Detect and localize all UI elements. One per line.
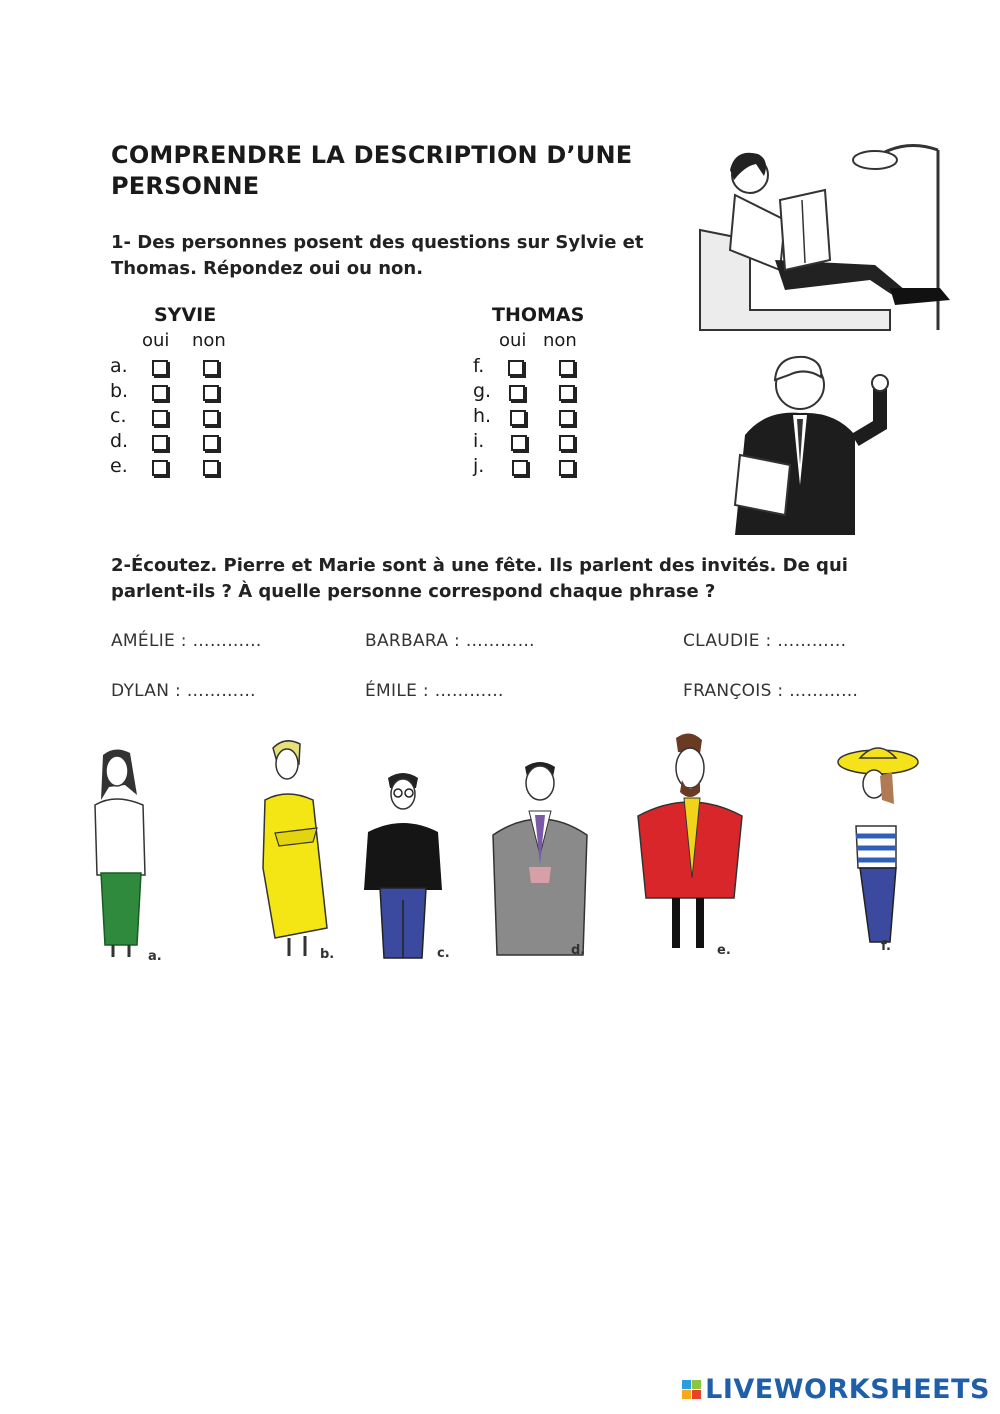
- figure-e-man-red-jacket: [630, 728, 750, 958]
- name-dylan: DYLAN :: [111, 681, 181, 701]
- thomas-row-label-i: i.: [473, 430, 485, 452]
- sylvie-no-label: non: [192, 330, 226, 351]
- name-claudie: CLAUDIE :: [683, 631, 772, 651]
- sylvie-reading-illustration: [690, 140, 970, 340]
- checkbox-i-non[interactable]: [559, 435, 575, 451]
- figure-label-e: e.: [717, 943, 731, 958]
- name-amelie: AMÉLIE :: [111, 631, 187, 651]
- checkbox-j-non[interactable]: [559, 460, 575, 476]
- checkbox-d-oui[interactable]: [152, 435, 168, 451]
- exercise-1-line-1: 1- Des personnes posent des questions sur Sylvie et: [111, 232, 644, 253]
- sylvie-yes-label: oui: [142, 330, 170, 351]
- checkbox-a-non[interactable]: [203, 360, 219, 376]
- checkbox-a-oui[interactable]: [152, 360, 168, 376]
- checkbox-i-oui[interactable]: [511, 435, 527, 451]
- sylvie-row-label-d: d.: [110, 430, 129, 452]
- title-line-1: COMPRENDRE LA DESCRIPTION D’UNE: [111, 141, 633, 169]
- figure-c-man-black-sweater: [358, 770, 448, 970]
- thomas-yes-label: oui: [499, 330, 527, 351]
- liveworksheets-logo-icon: [682, 1380, 701, 1399]
- blank-amelie[interactable]: …………: [192, 631, 262, 651]
- checkbox-b-oui[interactable]: [152, 385, 168, 401]
- thomas-row-label-g: g.: [473, 380, 492, 402]
- brand-name: LIVEWORKSHEETS: [705, 1374, 990, 1405]
- checkbox-c-non[interactable]: [203, 410, 219, 426]
- exercise-2-line-1: 2-Écoutez. Pierre et Marie sont à une fête. Ils parlent des invités. De qui: [111, 555, 848, 576]
- checkbox-j-oui[interactable]: [512, 460, 528, 476]
- title-line-2: PERSONNE: [111, 172, 260, 200]
- exercise-2-line-2: parlent-ils ? À quelle personne correspond chaque phrase ?: [111, 581, 716, 602]
- answer-amelie[interactable]: [111, 631, 262, 651]
- thomas-row-label-j: j.: [473, 455, 485, 477]
- exercise-2-instructions: [111, 553, 911, 605]
- blank-francois[interactable]: …………: [789, 681, 859, 701]
- sylvie-row-label-a: a.: [110, 355, 128, 377]
- checkbox-e-oui[interactable]: [152, 460, 168, 476]
- figure-f-woman-yellow-hat: [830, 742, 930, 952]
- blank-emile[interactable]: …………: [434, 681, 504, 701]
- figure-b-woman-yellow-dress: [255, 738, 345, 958]
- answer-francois[interactable]: [683, 681, 858, 701]
- checkbox-f-non[interactable]: [559, 360, 575, 376]
- name-emile: ÉMILE :: [365, 681, 429, 701]
- checkbox-h-non[interactable]: [559, 410, 575, 426]
- sylvie-row-label-e: e.: [110, 455, 128, 477]
- figure-d-man-grey-suit: [485, 755, 595, 965]
- thomas-teacher-illustration: [705, 345, 895, 535]
- answer-dylan[interactable]: [111, 681, 256, 701]
- thomas-no-label: non: [543, 330, 577, 351]
- checkbox-e-non[interactable]: [203, 460, 219, 476]
- figure-label-a: a.: [148, 949, 162, 964]
- sylvie-heading: SYVIE: [154, 304, 217, 326]
- checkbox-f-oui[interactable]: [508, 360, 524, 376]
- thomas-row-label-f: f.: [473, 355, 485, 377]
- sylvie-row-label-c: c.: [110, 405, 127, 427]
- figure-label-c: c.: [437, 946, 450, 961]
- answer-claudie[interactable]: [683, 631, 846, 651]
- page-title: [111, 140, 671, 202]
- answer-barbara[interactable]: [365, 631, 535, 651]
- checkbox-g-oui[interactable]: [509, 385, 525, 401]
- liveworksheets-brand[interactable]: [682, 1374, 990, 1405]
- thomas-heading: THOMAS: [492, 304, 585, 326]
- blank-barbara[interactable]: …………: [465, 631, 535, 651]
- thomas-row-label-h: h.: [473, 405, 492, 427]
- blank-dylan[interactable]: …………: [186, 681, 256, 701]
- checkbox-h-oui[interactable]: [510, 410, 526, 426]
- figure-a-woman-green-skirt: [75, 745, 165, 965]
- figure-label-f: f.: [881, 939, 891, 954]
- answer-emile[interactable]: [365, 681, 504, 701]
- sylvie-row-label-b: b.: [110, 380, 129, 402]
- checkbox-d-non[interactable]: [203, 435, 219, 451]
- figure-label-b: b.: [320, 947, 335, 962]
- name-francois: FRANÇOIS :: [683, 681, 784, 701]
- checkbox-c-oui[interactable]: [152, 410, 168, 426]
- checkbox-g-non[interactable]: [559, 385, 575, 401]
- exercise-1-instructions: [111, 230, 671, 282]
- figure-label-d: d.: [571, 943, 586, 958]
- checkbox-b-non[interactable]: [203, 385, 219, 401]
- name-barbara: BARBARA :: [365, 631, 460, 651]
- blank-claudie[interactable]: …………: [777, 631, 847, 651]
- exercise-1-line-2: Thomas. Répondez oui ou non.: [111, 258, 424, 279]
